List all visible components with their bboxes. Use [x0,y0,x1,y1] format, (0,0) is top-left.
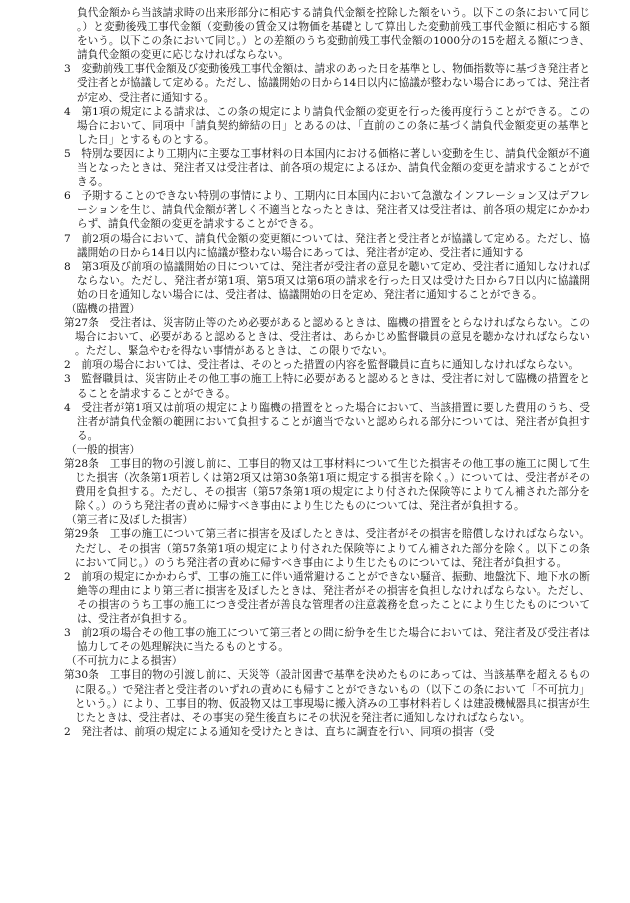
article-29: 第29条 工事の施工について第三者に損害を及ぼしたときは、受注者がその損害を賠償しなければならない。ただし、その損害（第57条第1項の規定により付された保険等によりてん補された部分を除く。以下この条において同じ。）のうち発注者の責めに帰すべき事由により生じたものについては、発注者が負担する。 [64,528,590,569]
section-heading-general-damage: （一般的損害） [66,443,141,456]
article-29-clause-3: 3 前2項の場合その他工事の施工について第三者との間に紛争を生じた場合においては、発注者及び受注者は協力してその処理解決に当たるものとする。 [64,627,590,654]
paragraph-continuation: 負代金額から当該請求時の出来形部分に相応する請負代金額を控除した額をいう。以下この条において同じ。）と変動後残工事代金額（変動後の賃金又は物価を基礎として算出した変動前残工事代金額に相応する額をいう。以下この条において同じ。）との差額のうち変動前残工事代金額の1000分の15を超える額につき、請負代金額の変更に応じなければならない。 [77,7,590,62]
article-27-clause-4: 4 受注者が第1項又は前項の規定により臨機の措置をとった場合において、当該措置に要した費用のうち、受注者が請負代金額の範囲において負担することが適当でないと認められる部分については、発注者が負担する。 [64,401,590,442]
article-30-clause-2: 2 発注者は、前項の規定による通知を受けたときは、直ちに調査を行い、同項の損害（受 [64,725,495,738]
clause-7: 7 前2項の場合において、請負代金額の変更額については、発注者と受注者とが協議して定める。ただし、協議開始の日から14日以内に協議が整わない場合にあっては、発注者が定め、受注者に通知する [64,232,590,259]
section-heading-third-party-damage: （第三者に及ぼした損害） [66,514,194,527]
clause-6: 6 予期することのできない特別の事情により、工期内に日本国内において急激なインフレーション又はデフレーションを生じ、請負代金額が著しく不適当となったときは、発注者又は受注者は、前各項の規定にかかわらず、請負代金額の変更を請求することができる。 [64,190,590,231]
article-30: 第30条 工事目的物の引渡し前に、天災等（設計図書で基準を決めたものにあっては、当該基準を超えるものに限る。）で発注者と受注者のいずれの責めにも帰すことができないもの（以下この条において「不可抗力」という。）により、工事目的物、仮設物又は工事現場に搬入済みの工事材料若しくは建設機械器具に損害が生じたときは、受注者は、その事実の発生後直ちにその状況を発注者に通知しなければならない。 [64,669,590,724]
article-29-clause-2: 2 前項の規定にかかわらず、工事の施工に伴い通常避けることができない騒音、振動、地盤沈下、地下水の断絶等の理由により第三者に損害を及ぼしたときは、発注者がその損害を負担しなければならない。ただし、その損害のうち工事の施工につき受注者が善良な管理者の注意義務を怠ったことにより生じたものについては、受注者が負担する。 [64,570,590,626]
section-heading-force-majeure-damage: （不可抗力による損害） [66,655,183,668]
clause-5: 5 特別な要因により工期内に主要な工事材料の日本国内における価格に著しい変動を生じ、請負代金額が不適当となったときは、発注者又は受注者は、前各項の規定によるほか、請負代金額の変更を請求することができる。 [64,147,590,189]
article-28: 第28条 工事目的物の引渡し前に、工事目的物又は工事材料について生じた損害その他工事の施工に関して生じた損害（次条第1項若しくは第2項又は第30条第1項に規定する損害を除く。）については、受注者がその費用を負担する。ただし、その損害（第57条第1項の規定により付された保険等によりてん補された部分を除く。）のうち発注者の責めに帰すべき事由により生じたものについては、発注者が負担する。 [64,458,590,513]
section-heading-emergency-measures: （臨機の措置） [66,302,141,315]
clause-8: 8 第3項及び前項の協議開始の日については、発注者が受注者の意見を聴いて定め、受注者に通知しなければならない。ただし、発注者が第1項、第5項又は第6項の請求を行った日又は受けた日から7日以内に協議開始の日を通知しない場合には、受注者は、協議開始の日を定め、発注者に通知することができる。 [64,260,590,301]
article-27-clause-3: 3 監督職員は、災害防止その他工事の施工上特に必要があると認めるときは、受注者に対して臨機の措置をとることを請求することができる。 [64,373,590,400]
clause-3: 3 変動前残工事代金額及び変動後残工事代金額は、請求のあった日を基準とし、物価指数等に基づき発注者と受注者とが協議して定める。ただし、協議開始の日から14日以内に協議が整わない場合にあっては、発注者が定め、受注者に通知する。 [64,63,590,104]
clause-4: 4 第1項の規定による請求は、この条の規定により請負代金額の変更を行った後再度行うことができる。この場合において、同項中「請負契約締結の日」とあるのは、「直前のこの条に基づく請負代金額変更の基準とした日」とするものとする。 [64,105,590,146]
article-27-clause-2: 2 前項の場合においては、受注者は、そのとった措置の内容を監督職員に直ちに通知しなければならない。 [64,359,580,372]
article-27: 第27条 受注者は、災害防止等のため必要があると認めるときは、臨機の措置をとらなければならない。この場合において、必要があると認めるときは、受注者は、あらかじめ監督職員の意見を聴かなければならない。ただし、緊急やむを得ない事情があるときは、この限りでない。 [64,317,590,358]
